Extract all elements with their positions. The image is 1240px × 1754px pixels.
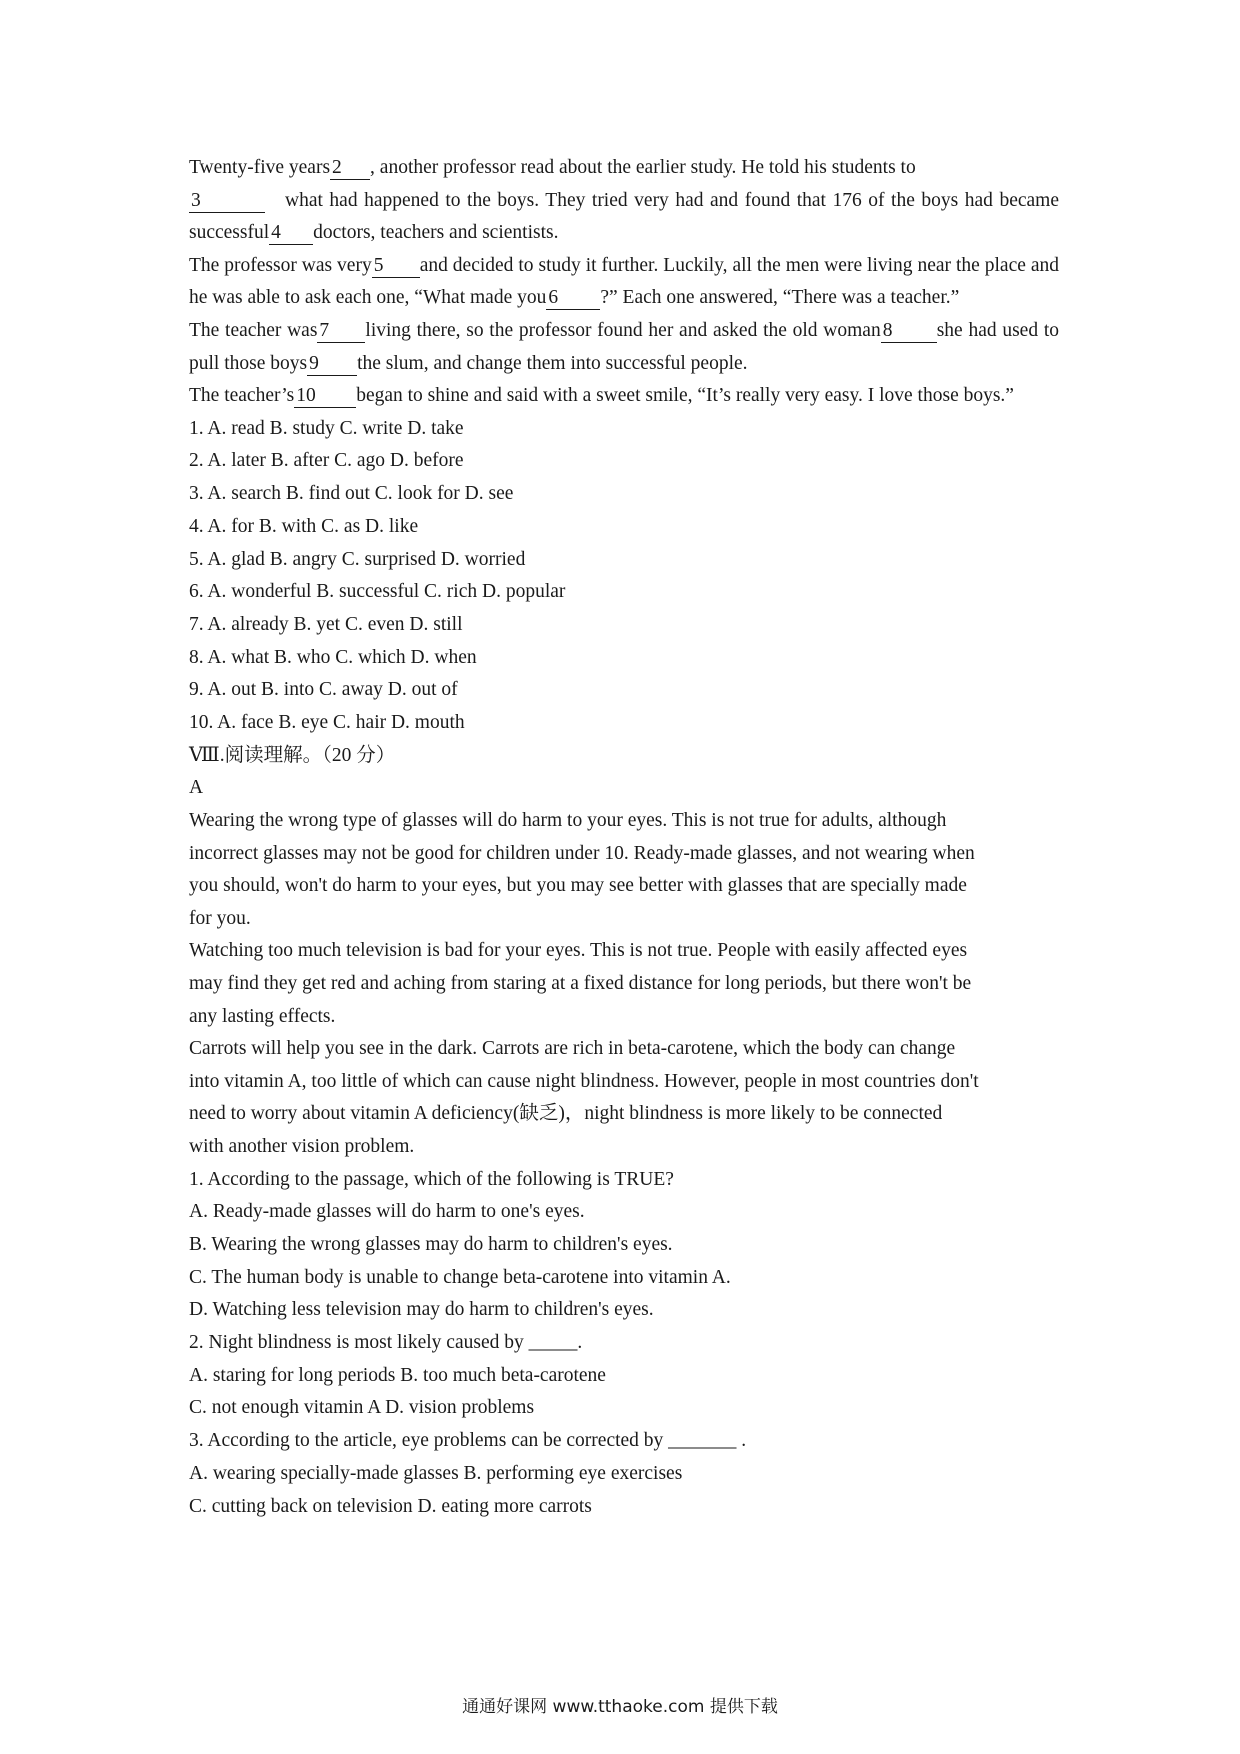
option-line: 8. A. what B. who C. which D. when bbox=[189, 646, 477, 668]
text: Twenty-five years bbox=[189, 157, 331, 178]
text: , another professor read about the earlier study. He told his students to bbox=[370, 157, 916, 178]
blank-4: 4 bbox=[269, 222, 313, 245]
text: she had used to pull those boys bbox=[189, 319, 1059, 374]
question-line: C. not enough vitamin A D. vision problems bbox=[189, 1397, 535, 1419]
cloze-paragraph-4 bbox=[189, 380, 1059, 413]
question-line: A. staring for long periods B. too much beta-carotene bbox=[189, 1364, 606, 1386]
question-line: B. Wearing the wrong glasses may do harm to children's eyes. bbox=[189, 1233, 673, 1255]
blank-3: 3 bbox=[189, 190, 265, 213]
question-line: 3. According to the article, eye problems can be corrected by _______ . bbox=[189, 1430, 747, 1452]
blank-6: 6 bbox=[546, 287, 600, 310]
reading-paragraph: Wearing the wrong type of glasses will do harm to your eyes. This is not true for adults, although incorrect glasses may not be good for children under 10. Ready-made glasses, and not wearing when you should, won't do harm to your eyes, but you may see better with glasses that are specially made for you. bbox=[189, 809, 975, 929]
cloze-paragraph-1 bbox=[189, 152, 1059, 250]
passage-label: A bbox=[189, 777, 204, 799]
question-line: 1. According to the passage, which of the following is TRUE? bbox=[189, 1168, 674, 1190]
question-line: C. cutting back on television D. eating more carrots bbox=[189, 1495, 592, 1517]
question-list bbox=[189, 1164, 1059, 1524]
text: The teacher was bbox=[189, 319, 318, 341]
reading-paragraph: Watching too much television is bad for your eyes. This is not true. People with easily affected eyes may find they get red and aching from staring at a fixed distance for long periods, but there won't be any lasting effects. bbox=[189, 940, 972, 1027]
section-title: Ⅷ.阅读理解。（20 分） bbox=[189, 744, 396, 766]
question-line: A. Ready-made glasses will do harm to one's eyes. bbox=[189, 1201, 585, 1223]
blank-8: 8 bbox=[881, 320, 937, 343]
text: began to shine and said with a sweet smile, “It’s really very easy. I love those boys.” bbox=[356, 385, 1014, 407]
document-page bbox=[189, 152, 1059, 1523]
text: living there, so the professor found her and asked the old woman bbox=[365, 319, 881, 341]
option-line: 3. A. search B. find out C. look for D. see bbox=[189, 483, 514, 505]
text: The professor was very bbox=[189, 254, 372, 276]
option-line: 6. A. wonderful B. successful C. rich D. popular bbox=[189, 581, 566, 603]
page-footer: 通通好课网 www.tthaoke.com 提供下载 bbox=[462, 1697, 778, 1717]
blank-2: 2 bbox=[330, 157, 370, 180]
text: the slum, and change them into successful people. bbox=[357, 352, 748, 374]
option-line: 1. A. read B. study C. write D. take bbox=[189, 417, 464, 439]
option-line: 2. A. later B. after C. ago D. before bbox=[189, 450, 464, 472]
option-line: 4. A. for B. with C. as D. like bbox=[189, 515, 419, 537]
blank-10: 10 bbox=[294, 385, 356, 408]
question-line: D. Watching less television may do harm to children's eyes. bbox=[189, 1299, 654, 1321]
reading-paragraph: Carrots will help you see in the dark. Carrots are rich in beta-carotene, which the body can change into vitamin A, too little of which can cause night blindness. However, people in most countries don't need to worry about vitamin A deficiency(缺乏)，night blindness is more likely to be connected with another vision problem. bbox=[189, 1038, 979, 1157]
option-line: 7. A. already B. yet C. even D. still bbox=[189, 613, 463, 635]
option-line: 10. A. face B. eye C. hair D. mouth bbox=[189, 712, 465, 734]
question-line: 2. Night blindness is most likely caused by _____. bbox=[189, 1332, 583, 1354]
text: what had happened to the boys. They tried very had and found that 176 of the boys had became successful bbox=[189, 189, 1059, 244]
cloze-paragraph-3 bbox=[189, 315, 1059, 380]
blank-7: 7 bbox=[317, 320, 365, 343]
text: and decided to study it further. Luckily, all the men were living near the place and he was able to ask each one, “What made you bbox=[189, 254, 1059, 309]
question-line: A. wearing specially-made glasses B. performing eye exercises bbox=[189, 1462, 683, 1484]
blank-5: 5 bbox=[372, 255, 420, 278]
text: ?” Each one answered, “There was a teacher.” bbox=[600, 287, 960, 309]
blank-9: 9 bbox=[307, 353, 357, 376]
option-line: 9. A. out B. into C. away D. out of bbox=[189, 679, 458, 701]
cloze-paragraph-2 bbox=[189, 250, 1059, 315]
text: doctors, teachers and scientists. bbox=[313, 222, 559, 244]
text: The teacher’s bbox=[189, 385, 295, 407]
question-line: C. The human body is unable to change beta-carotene into vitamin A. bbox=[189, 1266, 731, 1288]
cloze-options bbox=[189, 413, 1059, 740]
option-line: 5. A. glad B. angry C. surprised D. worried bbox=[189, 548, 526, 570]
